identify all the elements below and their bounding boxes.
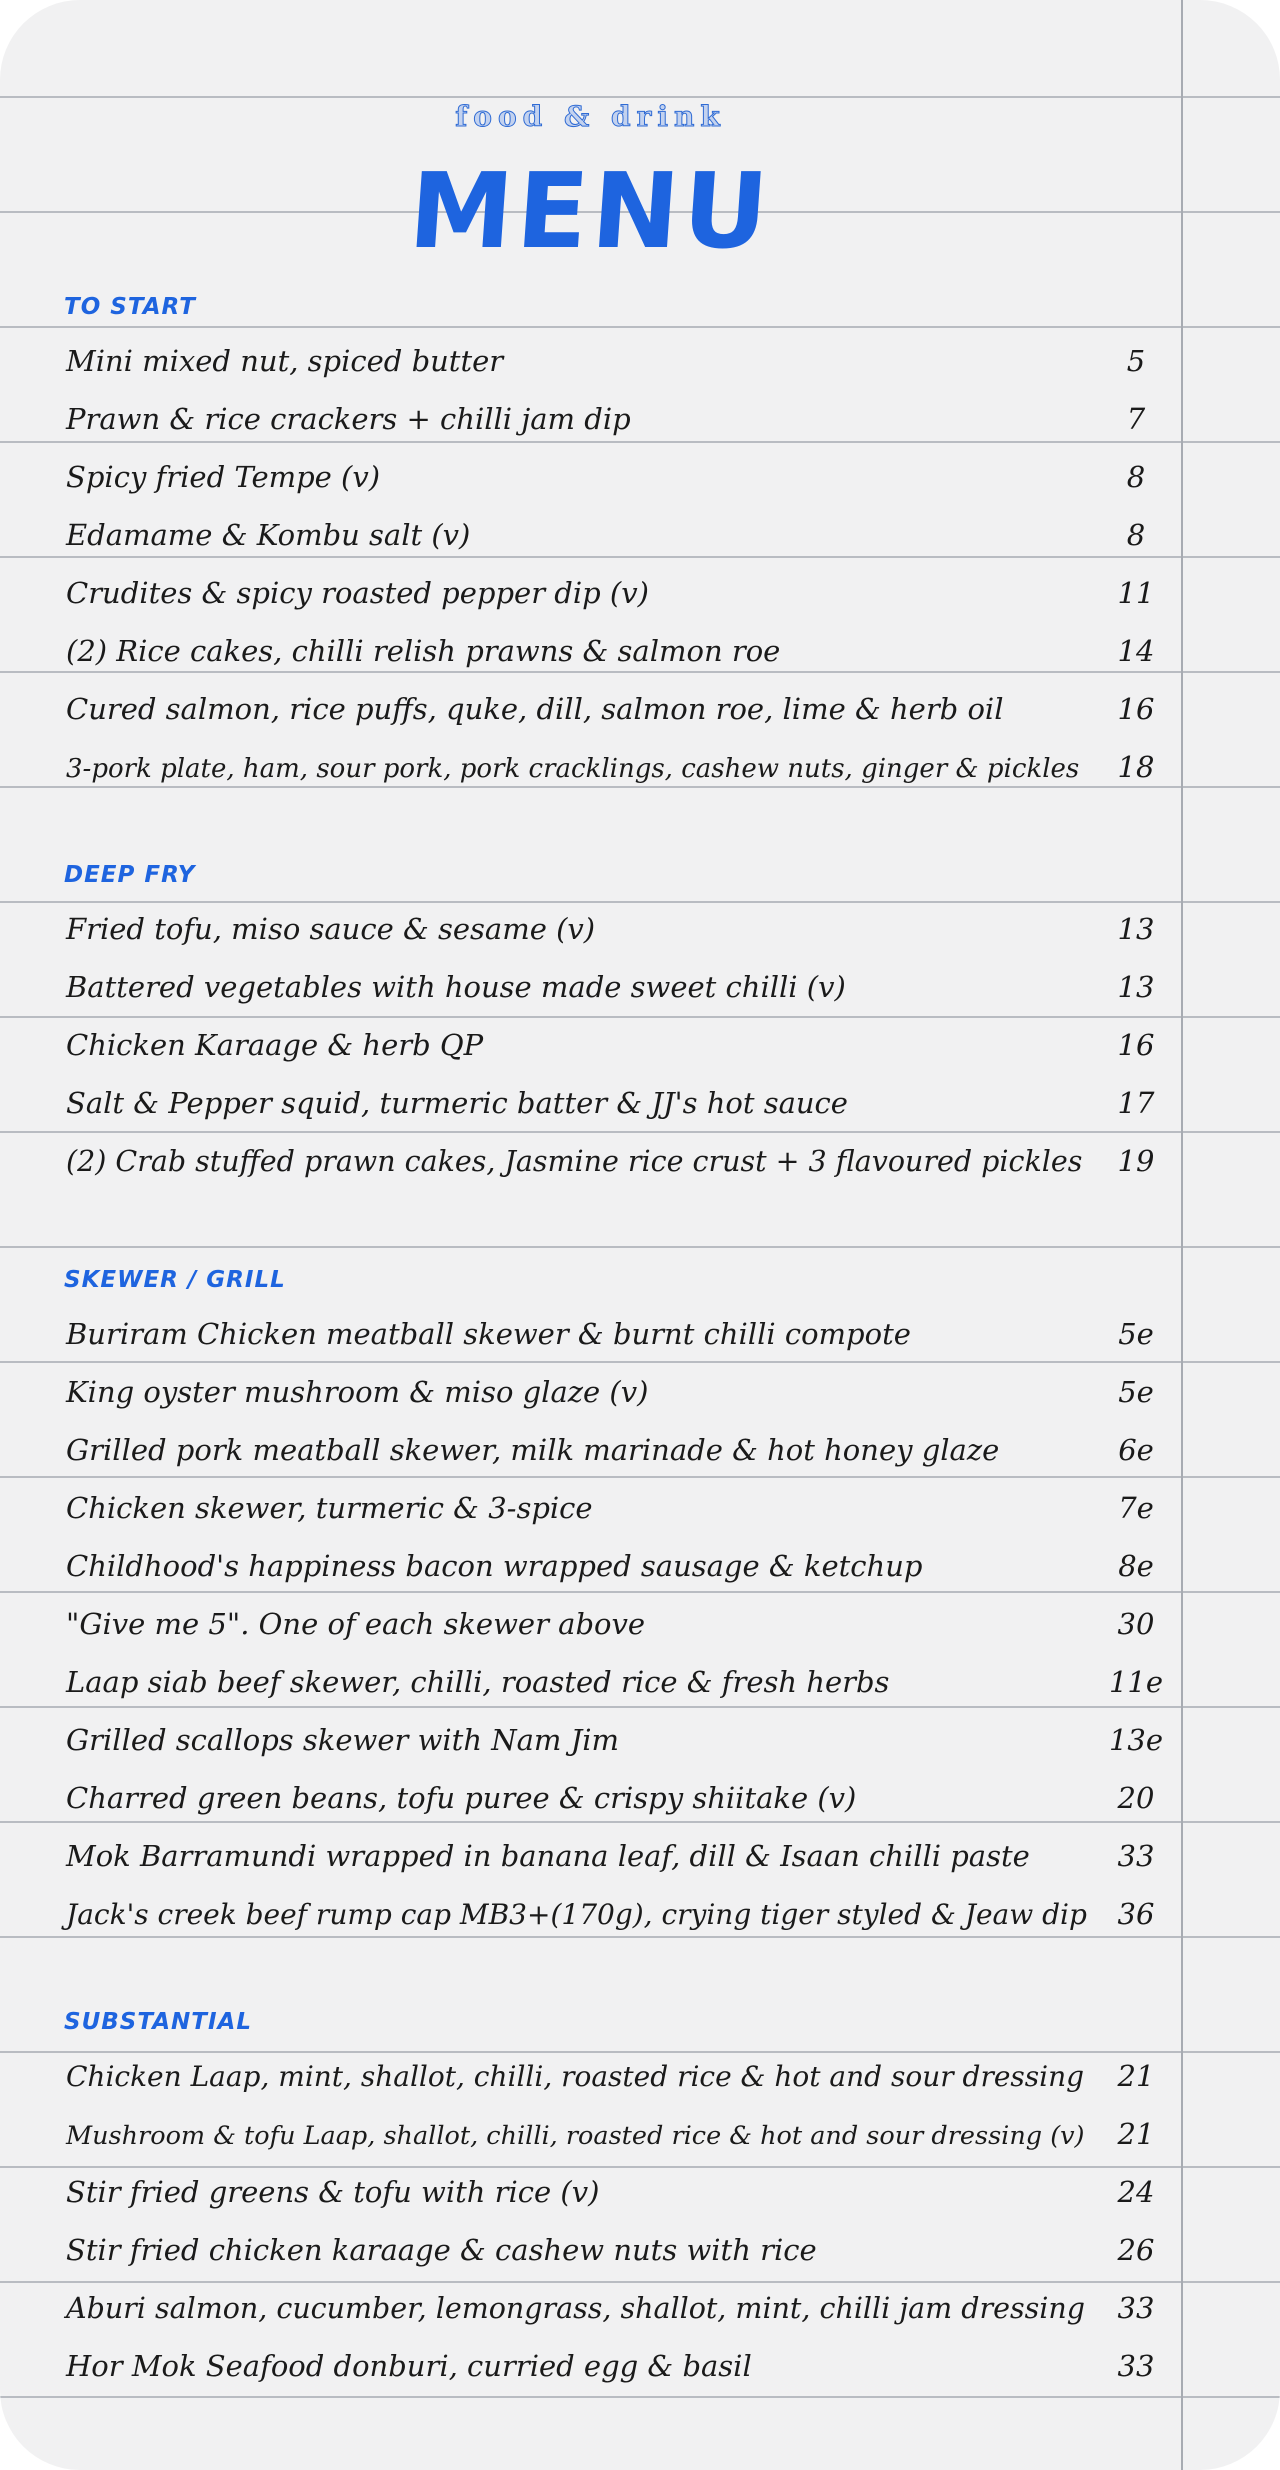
menu-item [0, 386, 1181, 444]
section-title: SKEWER / GRILL [64, 1267, 286, 1293]
menu-item [0, 2159, 1181, 2217]
item-price: 30 [1117, 1607, 1155, 1641]
item-price: 16 [1117, 1028, 1155, 1062]
section-header-deep-fry [0, 838, 1181, 896]
item-name: Hor Mok Seafood donburi, curried egg & basil [66, 2349, 752, 2383]
item-price: 5 [1126, 344, 1146, 378]
menu-item [0, 618, 1181, 676]
item-price: 11 [1117, 576, 1155, 610]
item-price: 5e [1118, 1375, 1154, 1409]
item-price: 13 [1117, 970, 1155, 1004]
item-price: 8 [1126, 460, 1146, 494]
item-name: Grilled scallops skewer with Nam Jim [66, 1723, 619, 1757]
item-price: 18 [1117, 750, 1155, 784]
item-price: 16 [1117, 692, 1155, 726]
item-name: Chicken Laap, mint, shallot, chilli, roasted rice & hot and sour dressing [66, 2060, 1085, 2093]
menu-title: MENU [405, 150, 776, 272]
menu-item [0, 896, 1181, 954]
menu-item [0, 444, 1181, 502]
item-price: 33 [1117, 2349, 1155, 2383]
menu-item [0, 1475, 1181, 1533]
item-price: 24 [1117, 2175, 1155, 2209]
item-price: 36 [1117, 1897, 1155, 1931]
menu-item [0, 734, 1181, 792]
item-name: Aburi salmon, cucumber, lemongrass, shallot, mint, chilli jam dressing [66, 2292, 1085, 2325]
section-header-skewer-grill [0, 1243, 1181, 1301]
item-price: 20 [1117, 1781, 1155, 1815]
menu-item [0, 1765, 1181, 1823]
menu-item [0, 560, 1181, 618]
menu-item [0, 1707, 1181, 1765]
item-name: Salt & Pepper squid, turmeric batter & JJ's hot sauce [66, 1086, 848, 1120]
menu-item [0, 1823, 1181, 1881]
menu-item [0, 1301, 1181, 1359]
item-name: Buriram Chicken meatball skewer & burnt chilli compote [66, 1317, 911, 1351]
item-name: (2) Crab stuffed prawn cakes, Jasmine rice crust + 3 flavoured pickles [66, 1145, 1083, 1178]
item-name: Battered vegetables with house made sweet chilli (v) [66, 970, 846, 1004]
item-price: 8e [1118, 1549, 1154, 1583]
item-price: 21 [1117, 2117, 1155, 2151]
item-price: 13 [1117, 912, 1155, 946]
menu-item [0, 1591, 1181, 1649]
menu-item [0, 1359, 1181, 1417]
item-price: 26 [1117, 2233, 1155, 2267]
item-price: 5e [1118, 1317, 1154, 1351]
item-name: Cured salmon, rice puffs, quke, dill, salmon roe, lime & herb oil [66, 692, 1004, 726]
item-price: 33 [1117, 1839, 1155, 1873]
item-price: 6e [1118, 1433, 1154, 1467]
item-name: Fried tofu, miso sauce & sesame (v) [66, 912, 596, 946]
menu-item [0, 1649, 1181, 1707]
menu-item [0, 2101, 1181, 2159]
section-title: DEEP FRY [64, 862, 196, 888]
item-price: 14 [1117, 634, 1155, 668]
margin-line [1181, 0, 1183, 2470]
item-name: Laap siab beef skewer, chilli, roasted rice & fresh herbs [66, 1665, 890, 1699]
item-price: 7e [1118, 1491, 1154, 1525]
section-title: SUBSTANTIAL [64, 2009, 252, 2035]
item-name: Stir fried chicken karaage & cashew nuts with rice [66, 2233, 817, 2267]
item-name: Edamame & Kombu salt (v) [66, 518, 471, 552]
menu-subtitle: food & drink [455, 100, 726, 133]
menu-item [0, 2217, 1181, 2275]
item-name: Chicken Karaage & herb QP [66, 1028, 484, 1062]
item-name: Grilled pork meatball skewer, milk marinade & hot honey glaze [66, 1433, 1000, 1467]
item-name: "Give me 5". One of each skewer above [66, 1607, 646, 1641]
item-name: Crudites & spicy roasted pepper dip (v) [66, 576, 649, 610]
menu-item [0, 1881, 1181, 1939]
section-title: TO START [64, 294, 196, 320]
item-name: Charred green beans, tofu puree & crispy shiitake (v) [66, 1781, 857, 1815]
menu-item [0, 1128, 1181, 1186]
menu-item [0, 676, 1181, 734]
menu-item [0, 1012, 1181, 1070]
item-name: Childhood's happiness bacon wrapped sausage & ketchup [66, 1549, 923, 1583]
menu-item [0, 502, 1181, 560]
item-name: Mini mixed nut, spiced butter [66, 344, 504, 378]
item-name: 3-pork plate, ham, sour pork, pork cracklings, cashew nuts, ginger & pickles [66, 754, 1080, 784]
menu-item [0, 1533, 1181, 1591]
item-name: (2) Rice cakes, chilli relish prawns & salmon roe [66, 634, 781, 668]
item-price: 13e [1108, 1723, 1164, 1757]
item-price: 7 [1126, 402, 1146, 436]
item-name: Jack's creek beef rump cap MB3+(170g), crying tiger styled & Jeaw dip [66, 1898, 1087, 1931]
section-header-substantial [0, 1985, 1181, 2043]
item-name: Chicken skewer, turmeric & 3-spice [66, 1491, 593, 1525]
menu-item [0, 1070, 1181, 1128]
item-name: King oyster mushroom & miso glaze (v) [66, 1375, 649, 1409]
section-header-to-start [0, 270, 1181, 328]
menu-item [0, 2043, 1181, 2101]
item-price: 19 [1117, 1144, 1155, 1178]
menu-item [0, 2333, 1181, 2391]
item-name: Mushroom & tofu Laap, shallot, chilli, roasted rice & hot and sour dressing (v) [66, 2121, 1085, 2151]
item-name: Mok Barramundi wrapped in banana leaf, dill & Isaan chilli paste [66, 1839, 1030, 1873]
item-price: 11e [1108, 1665, 1164, 1699]
item-name: Prawn & rice crackers + chilli jam dip [66, 402, 631, 436]
item-name: Stir fried greens & tofu with rice (v) [66, 2175, 600, 2209]
menu-item [0, 328, 1181, 386]
item-price: 8 [1126, 518, 1146, 552]
item-price: 33 [1117, 2291, 1155, 2325]
menu-item [0, 954, 1181, 1012]
menu-item [0, 2275, 1181, 2333]
item-name: Spicy fried Tempe (v) [66, 460, 381, 494]
item-price: 21 [1117, 2059, 1155, 2093]
item-price: 17 [1117, 1086, 1155, 1120]
menu-item [0, 1417, 1181, 1475]
